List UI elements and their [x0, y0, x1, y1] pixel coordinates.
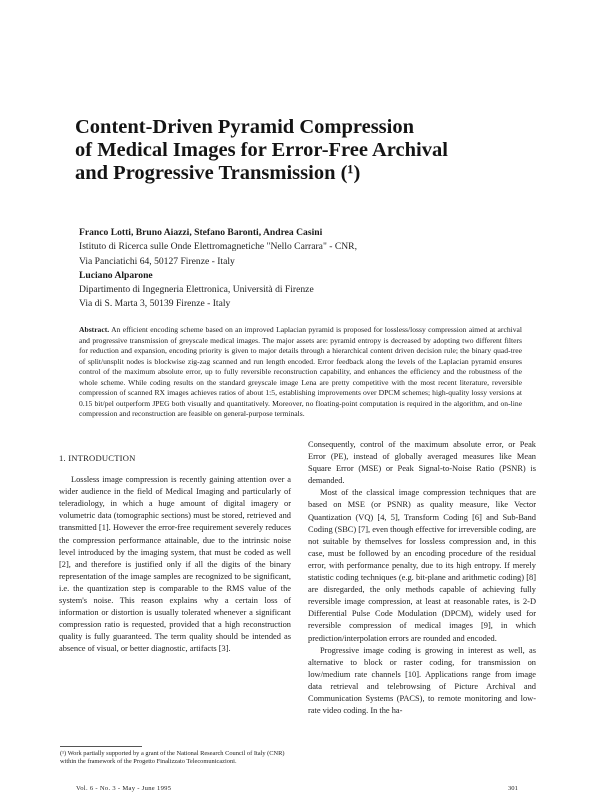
affiliation-line: Via di S. Marta 3, 50139 Firenze - Italy	[79, 298, 231, 310]
body-paragraph: Progressive image coding is growing in interest as well, as alternative to block or raster coding, for transmission on low/medium rate channels [10]. Applications range from image data retrieval and telebrowsing of Picture Archival and Communication Systems (PACS), to remote monitoring and low-rate video coding. In the ha-	[308, 645, 536, 716]
affiliation-line: Via Panciatichi 64, 50127 Firenze - Italy	[79, 255, 235, 267]
affiliation-line: Dipartimento di Ingegneria Elettronica, Università di Firenze	[79, 284, 314, 296]
body-paragraph: Consequently, control of the maximum absolute error, or Peak Error (PE), instead of globally averaged measures like Mean Square Error (MSE) or Peak Signal-to-Noise Ratio (PSNR) is demanded.	[308, 440, 536, 486]
footnote-divider	[60, 746, 142, 747]
abstract-label: Abstract.	[79, 325, 110, 334]
author-names: Franco Lotti, Bruno Aiazzi, Stefano Baronti, Andrea Casini	[79, 227, 323, 238]
body-paragraph: Lossless image compression is recently gaining attention over a wider audience in the field of Medical Imaging and particularly of teleradiology, in which a huge amount of digital imagery or volumetric data (tomographic sections) must be stored, retrieved and transmitted [1]. However the error-free requirement severely reduces the compression performance attainable, due to the intrinsic noise level introduced by the imaging system, that must be coded as well [2], and therefore is justified only if all the digits of the binary representation of the image samples are recognized to be significant, i.e. the quantization step is comparable to the RMS value of the system's noise. This reason explains why a certain loss of information or distortion is usually tolerated whenever a significant compression ratio is requested, provided that a high reconstruction quality is fully guaranteed. The term quality should be intended as absence of visual, or better diagnostic, artifacts [3].	[59, 475, 291, 654]
abstract-text: An efficient encoding scheme based on an improved Laplacian pyramid is proposed for lossless/lossy compression aimed at archival and progressive transmission of greyscale medical images. The major assets are: pyramid entropy is decreased by adopting two different filters for reduction and expansion, encoding priority is given to major details through a hierarchical content driven decision rule; the binary quad-tree of split/unsplit nodes is blockwise zig-zag scanned and run length encoded. Error feedback along the levels of the Laplacian pyramid ensures control of the maximum absolute error, up to fully reversible reconstruction capability, and enhances the efficiency and the robustness of the whole scheme. While coding results on the standard greyscale image Lena are pretty competitive with the most recent literature, reversible compression of scanned RX images achieves ratios of about 1:5, establishing improvements over DPCM schemes; high-quality lossy versions at 0.15 bit/pel outperform JPEG both visually and quantitatively. Moreover, no floating-point computation is required in the algorithm, and on-line compression and reconstruction are feasible on general-purpose terminals.	[79, 325, 522, 418]
page-number: 301	[508, 785, 518, 792]
author-names: Luciano Alparone	[79, 269, 153, 281]
section-heading: 1. INTRODUCTION	[59, 453, 136, 463]
body-paragraph: Most of the classical image compression techniques that are based on MSE (or PSNR) as quality measure, like Vector Quantization (VQ) [4, 5], Transform Coding [6] and Sub-Band Coding (SBC) [7], even though effective for irreversible coding, are not suitable by themselves for lossless compression and, in this case, must be followed by an encoding procedure of the residual error, with performance penalty, due to its high entropy. If merely statistic coding techniques (e.g. bit-plane and arithmetic coding) [8] are disregarded, the only methods capable of achieving fully reversible image compression, at least at reasonable rates, is 2-D Differential Pulse Code Modulation (DPCM), widely used for reversible compression of medical images [9], in which prediction/interpolation errors are rounded and encoded.	[308, 488, 536, 643]
abstract	[79, 325, 522, 420]
title-line: of Medical Images for Error-Free Archival	[75, 139, 448, 161]
title-line: and Progressive Transmission (¹)	[75, 162, 361, 184]
authors-block	[79, 226, 539, 312]
title-line: Content-Driven Pyramid Compression	[75, 116, 414, 138]
journal-issue-footer: Vol. 6 - No. 3 - May - June 1995	[76, 785, 172, 792]
paper-title	[75, 116, 535, 185]
footnote: (¹) Work partially supported by a grant of the National Research Council of Italy (CNR) within the framework of the Progetto Finalizzato Telecomunicazioni.	[60, 750, 285, 765]
affiliation-line: Istituto di Ricerca sulle Onde Elettromagnetiche "Nello Carrara" - CNR,	[79, 241, 357, 253]
left-column	[59, 452, 291, 656]
right-column	[308, 439, 536, 717]
